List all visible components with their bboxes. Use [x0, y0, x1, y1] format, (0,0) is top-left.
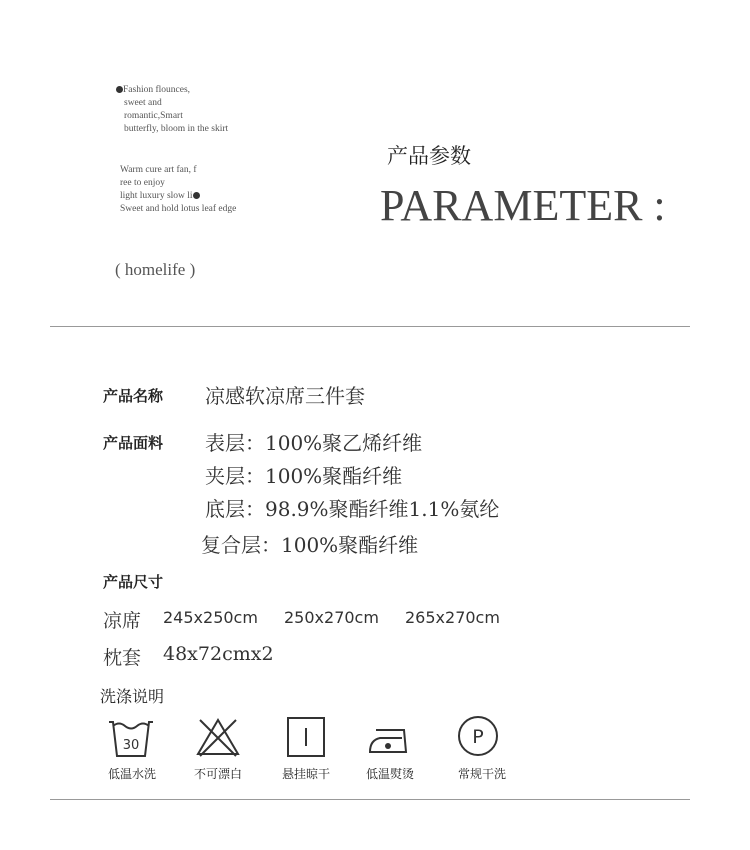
mat-label: 凉席 — [103, 610, 142, 632]
wash-temp-text: 30 — [122, 738, 140, 753]
intro-line: sweet and — [124, 98, 162, 108]
care-label: 低温熨烫 — [365, 767, 414, 781]
fabric-line: 夹层：100%聚酯纤维 — [205, 464, 403, 488]
care-title: 洗涤说明 — [100, 687, 165, 706]
mat-size: 245x250cm — [163, 608, 258, 627]
intro-text-2 — [120, 164, 236, 216]
intro-line: Warm cure art fan, f — [120, 165, 197, 175]
intro-line: romantic,Smart — [124, 111, 183, 121]
pillow-label: 枕套 — [103, 647, 142, 669]
brand-label: ( homelife ) — [115, 260, 196, 279]
section-title-cn: 产品参数 — [387, 144, 471, 168]
fabric-line: 表层：100%聚乙烯纤维 — [205, 431, 423, 455]
intro-line: Sweet and hold lotus leaf edge — [120, 204, 237, 214]
wash-30-icon — [107, 718, 155, 762]
mat-size: 250x270cm — [284, 608, 379, 627]
dry-clean-letter: P — [472, 726, 484, 748]
pillow-size: 48x72cmx2 — [163, 643, 274, 665]
line-dry-icon — [282, 716, 330, 760]
care-label: 常规干洗 — [457, 767, 506, 781]
bullet-dot-icon — [116, 86, 123, 93]
product-name-label: 产品名称 — [103, 387, 164, 405]
mat-size: 265x270cm — [405, 608, 500, 627]
divider-bottom — [50, 799, 690, 800]
low-iron-icon — [366, 716, 414, 760]
care-label: 不可漂白 — [193, 767, 242, 781]
section-title-en: PARAMETER : — [380, 181, 666, 230]
no-bleach-icon — [194, 716, 242, 760]
intro-text-1 — [116, 84, 228, 136]
intro-line: Fashion flounces, — [123, 85, 191, 95]
bullet-dot-icon — [193, 192, 200, 199]
intro-line: butterfly, bloom in the skirt — [124, 124, 229, 134]
fabric-line: 底层：98.9%聚酯纤维1.1%氨纶 — [205, 497, 500, 521]
product-name-value: 凉感软凉席三件套 — [205, 384, 365, 408]
care-label: 悬挂晾干 — [281, 767, 330, 781]
care-label: 低温水洗 — [107, 767, 156, 781]
divider-top — [50, 326, 690, 327]
fabric-label: 产品面料 — [103, 434, 164, 452]
size-label: 产品尺寸 — [103, 573, 164, 591]
intro-line: light luxury slow li — [120, 191, 193, 201]
intro-line: ree to enjoy — [120, 178, 165, 188]
dry-clean-p-icon — [454, 714, 502, 758]
fabric-line: 复合层：100%聚酯纤维 — [201, 533, 419, 557]
